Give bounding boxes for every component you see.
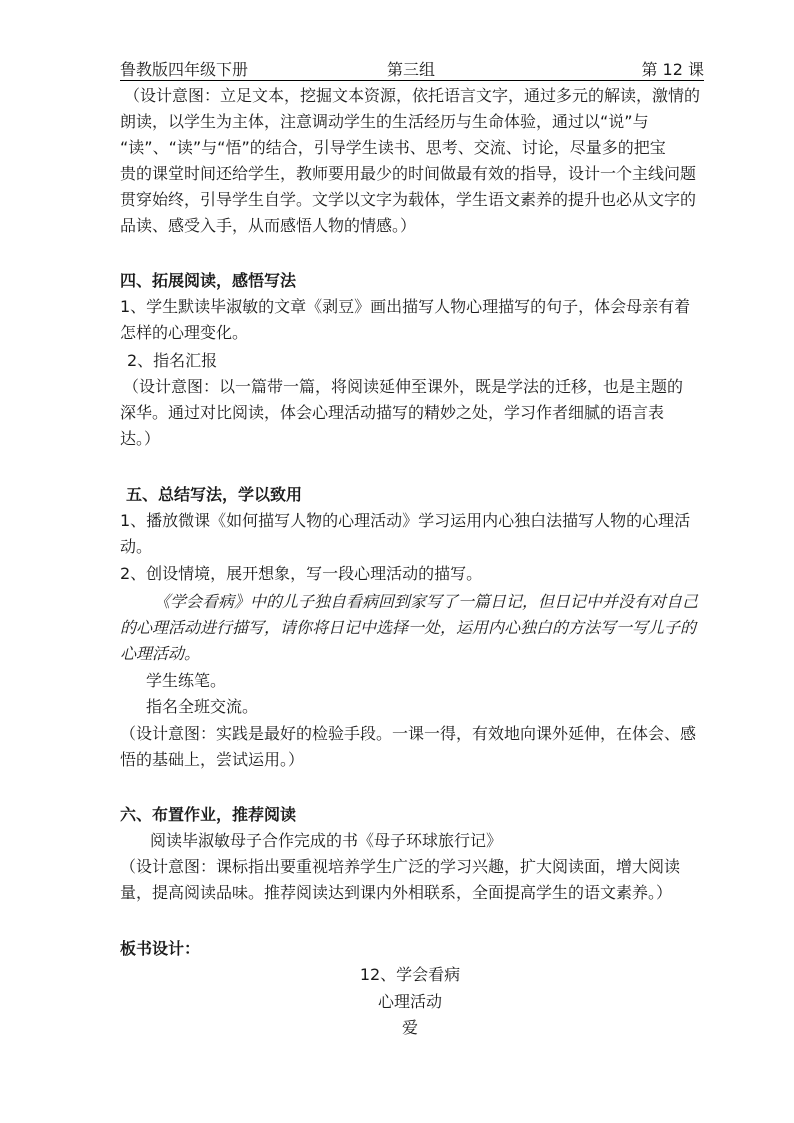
paragraph-line: 《学会看病》中的儿子独自看病回到家写了一篇日记，但日记中并没有对自己 [154, 592, 699, 611]
paragraph-line: （设计意图：课标指出要重视培养学生广泛的学习兴趣，扩大阅读面，增大阅读 [120, 857, 681, 876]
header-group: 第三组 [387, 60, 436, 79]
paragraph-line: 达。） [120, 429, 161, 448]
paragraph-line: 怎样的心理变化。 [120, 323, 249, 342]
paragraph-line: 1、学生默读毕淑敏的文章《剥豆》画出描写人物心理描写的句子，体会母亲有着 [120, 297, 691, 316]
paragraph-line: “读”、“读”与“悟”的结合，引导学生读书、思考、交流、讨论，尽量多的把宝 [120, 138, 666, 157]
board-line: 爱 [401, 1018, 418, 1037]
page-header [120, 52, 704, 81]
paragraph-line: 2、指名汇报 [127, 351, 218, 370]
paragraph-line: 悟的基础上，尝试运用。） [120, 750, 305, 769]
paragraph-line: （设计意图：实践是最好的检验手段。一课一得，有效地向课外延伸，在体会、感 [120, 724, 697, 743]
paragraph-line: 学生练笔。 [146, 671, 227, 690]
paragraph-line: 心理活动。 [120, 644, 201, 663]
paragraph-line: 动。 [120, 537, 153, 556]
paragraph-line: 1、播放微课《如何描写人物的心理活动》学习运用内心独白法描写人物的心理活 [120, 511, 691, 530]
paragraph-line: 阅读毕淑敏母子合作完成的书《母子环球旅行记》 [150, 831, 503, 850]
board-title: 12、学会看病 [359, 965, 461, 984]
paragraph-line: 量，提高阅读品味。推荐阅读达到课内外相联系，全面提高学生的语文素养。） [120, 883, 673, 902]
paragraph-line: 的心理活动进行描写，请你将日记中选择一处，运用内心独白的方法写一写儿子的 [120, 618, 697, 637]
paragraph-line: （设计意图：以一篇带一篇，将阅读延伸至课外，既是学法的迁移，也是主题的 [123, 377, 684, 396]
section-heading: 四、拓展阅读，感悟写法 [120, 271, 297, 290]
paragraph-line: 朗读，以学生为主体，注意调动学生的生活经历与生命体验，通过以“说”与 [120, 112, 649, 131]
paragraph-line: 指名全班交流。 [146, 697, 259, 716]
board-heading: 板书设计： [120, 939, 201, 958]
paragraph-line: 贯穿始终，引导学生自学。文学以文字为载体，学生语文素养的提升也必从文字的 [120, 190, 697, 209]
paragraph-line: 2、创设情境，展开想象，写一段心理活动的描写。 [120, 564, 483, 583]
paragraph-line: 品读、感受入手，从而感悟人物的情感。） [120, 216, 417, 235]
paragraph-line: （设计意图：立足文本，挖掘文本资源，依托语言文字，通过多元的解读，激情的 [124, 86, 701, 105]
paragraph-line: 深华。通过对比阅读，体会心理活动描写的精妙之处，学习作者细腻的语言表 [120, 403, 665, 422]
header-lesson: 第 12 课 [641, 60, 704, 79]
section-heading: 六、布置作业，推荐阅读 [120, 805, 297, 824]
section-heading: 五、总结写法，学以致用 [126, 485, 303, 504]
board-line: 心理活动 [377, 992, 442, 1011]
paragraph-line: 贵的课堂时间还给学生，教师要用最少的时间做最有效的指导，设计一个主线问题 [120, 164, 697, 183]
header-textbook: 鲁教版四年级下册 [120, 60, 249, 79]
